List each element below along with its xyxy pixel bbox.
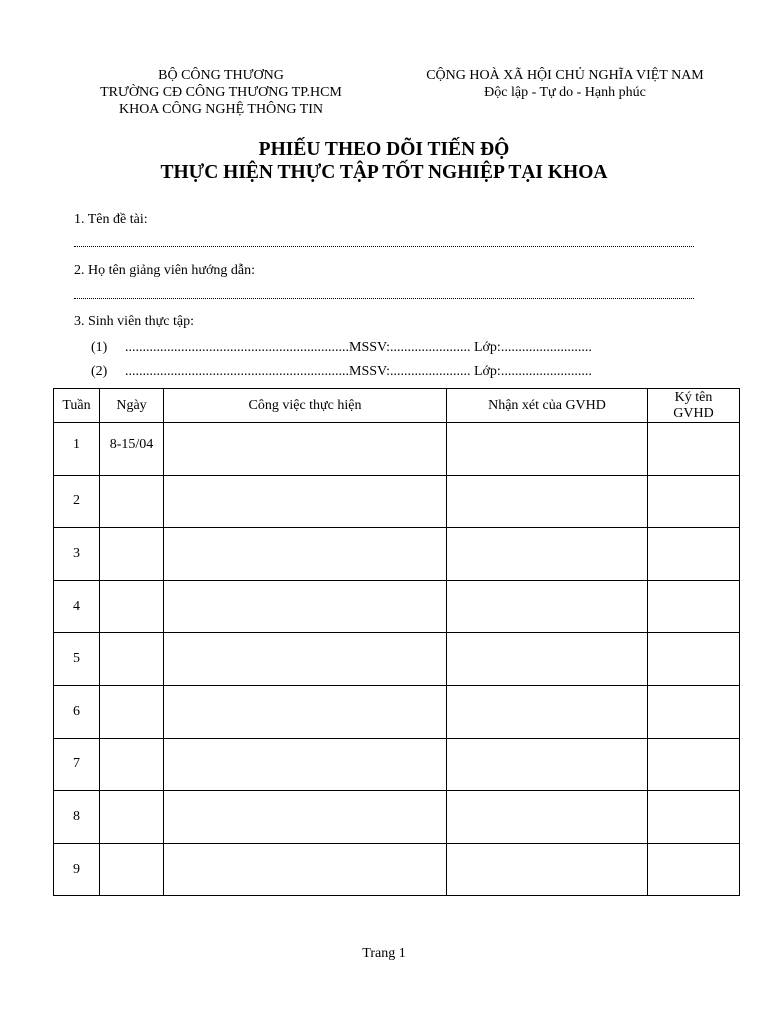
header-comment: Nhận xét của GVHD xyxy=(447,389,648,423)
header-week: Tuần xyxy=(54,389,100,423)
table-row xyxy=(54,528,740,581)
comment-cell xyxy=(447,528,648,581)
week-cell: 8 xyxy=(54,791,100,844)
work-cell xyxy=(164,580,447,633)
header-work: Công việc thực hiện xyxy=(164,389,447,423)
sign-cell xyxy=(648,685,740,738)
advisor-label: 2. Họ tên giảng viên hướng dẫn: xyxy=(74,263,256,278)
comment-cell xyxy=(447,843,648,896)
table-row xyxy=(54,423,740,476)
sign-cell xyxy=(648,580,740,633)
table-row xyxy=(54,791,740,844)
comment-cell xyxy=(447,475,648,528)
week-cell: 2 xyxy=(54,475,100,528)
sign-cell xyxy=(648,423,740,476)
header-left xyxy=(80,67,362,118)
work-cell xyxy=(164,791,447,844)
comment-cell xyxy=(447,685,648,738)
topic-fill-line xyxy=(74,246,694,247)
page-number: Trang 1 xyxy=(362,946,406,961)
sign-cell xyxy=(648,738,740,791)
header-sign-line2: GVHD xyxy=(673,405,714,421)
comment-cell xyxy=(447,791,648,844)
week-cell: 4 xyxy=(54,580,100,633)
work-cell xyxy=(164,685,447,738)
work-cell xyxy=(164,843,447,896)
nation-name: CỘNG HOÀ XÃ HỘI CHỦ NGHĨA VIỆT NAM xyxy=(426,68,704,83)
table-row xyxy=(54,475,740,528)
date-cell xyxy=(100,791,164,844)
table-row xyxy=(54,738,740,791)
date-cell xyxy=(100,738,164,791)
student-row-1 xyxy=(91,339,592,357)
week-cell: 6 xyxy=(54,685,100,738)
topic-label: 1. Tên đề tài: xyxy=(74,212,148,227)
document-title-line2: THỰC HIỆN THỰC TẬP TỐT NGHIỆP TẠI KHOA xyxy=(160,162,608,183)
date-cell xyxy=(100,843,164,896)
comment-cell xyxy=(447,633,648,686)
date-cell: 8-15/04 xyxy=(100,423,164,476)
student-number: (1) xyxy=(91,340,108,355)
date-cell xyxy=(100,475,164,528)
table-row xyxy=(54,633,740,686)
week-cell: 5 xyxy=(54,633,100,686)
table-row xyxy=(54,580,740,633)
sign-cell xyxy=(648,843,740,896)
date-cell xyxy=(100,580,164,633)
comment-cell xyxy=(447,580,648,633)
table-header-row xyxy=(54,389,740,423)
work-cell xyxy=(164,528,447,581)
progress-table xyxy=(53,388,740,896)
table-row xyxy=(54,685,740,738)
week-cell: 3 xyxy=(54,528,100,581)
week-cell: 9 xyxy=(54,843,100,896)
advisor-fill-line xyxy=(74,298,694,299)
comment-cell xyxy=(447,423,648,476)
header-sign xyxy=(648,389,740,423)
work-cell xyxy=(164,475,447,528)
work-cell xyxy=(164,633,447,686)
sign-cell xyxy=(648,475,740,528)
students-label: 3. Sinh viên thực tập: xyxy=(74,314,194,329)
date-cell xyxy=(100,528,164,581)
header-sign-line1: Ký tên xyxy=(674,389,713,405)
national-motto: Độc lập - Tự do - Hạnh phúc xyxy=(484,85,646,100)
student-number: (2) xyxy=(91,364,108,379)
header-date: Ngày xyxy=(100,389,164,423)
student-fill-line: ................................................................MSSV:....................... Lớp:.......................... xyxy=(125,340,592,355)
date-cell xyxy=(100,685,164,738)
ministry-name: BỘ CÔNG THƯƠNG xyxy=(158,68,284,83)
header-right xyxy=(400,67,730,101)
week-cell: 7 xyxy=(54,738,100,791)
student-fill-line: ................................................................MSSV:....................... Lớp:.......................... xyxy=(125,364,592,379)
sign-cell xyxy=(648,633,740,686)
table-row xyxy=(54,843,740,896)
sign-cell xyxy=(648,791,740,844)
sign-cell xyxy=(648,528,740,581)
date-cell xyxy=(100,633,164,686)
work-cell xyxy=(164,423,447,476)
comment-cell xyxy=(447,738,648,791)
school-name: TRƯỜNG CĐ CÔNG THƯƠNG TP.HCM xyxy=(100,85,342,100)
faculty-name: KHOA CÔNG NGHỆ THÔNG TIN xyxy=(118,102,324,117)
work-cell xyxy=(164,738,447,791)
document-title-line1: PHIẾU THEO DÕI TIẾN ĐỘ xyxy=(258,139,510,160)
student-row-2 xyxy=(91,363,592,381)
week-cell: 1 xyxy=(54,423,100,476)
